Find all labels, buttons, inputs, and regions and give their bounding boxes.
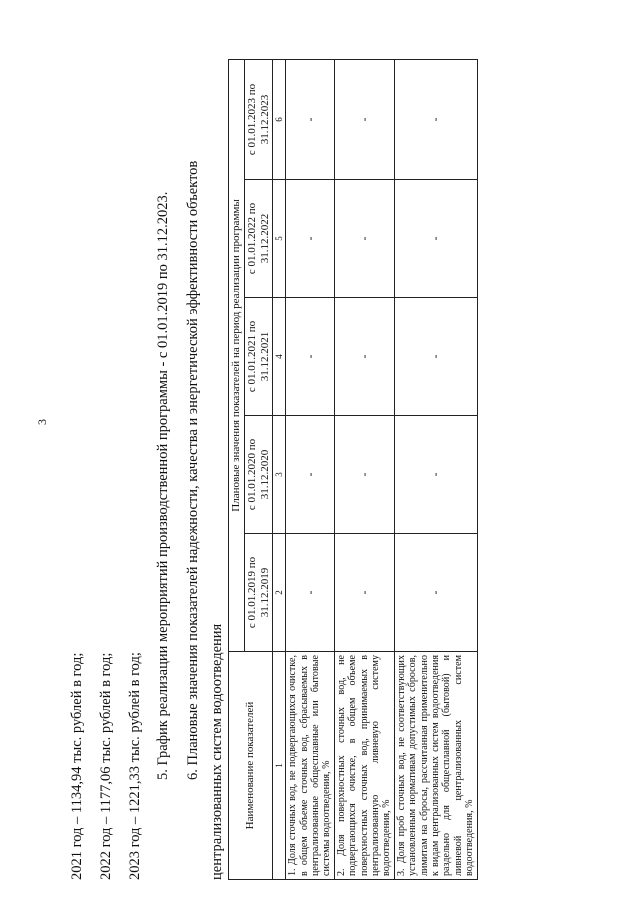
period-header: Плановые значения показателей на период реализации программы [229,59,245,651]
indicator-value: - [286,298,335,416]
indicators-table [228,59,478,880]
page-number: 3 [35,419,49,425]
indicator-value: - [286,59,335,179]
indicator-value: - [286,416,335,534]
column-number: 3 [273,416,286,534]
column-number: 6 [273,59,286,179]
period-2021: с 01.01.2021 по 31.12.2021 [245,298,273,416]
section-6-heading-line2: централизованных систем водоотведения [209,623,225,880]
table-row [286,59,335,879]
indicator-name: 1. Доля сточных вод, не подвергающихся очистке, в общем объеме сточных вод, сбрасываемых в централизованные общесплавные или бытовые системы водоотведения, % [286,652,335,880]
indicator-value: - [334,59,394,179]
column-number: 5 [273,180,286,298]
section-6-heading-line1: 6. Плановые значения показателей надежности, качества и энергетической эффективности объектов [185,160,201,780]
indicator-value: - [334,180,394,298]
indicator-value: - [334,298,394,416]
period-2020: с 01.01.2020 по 31.12.2020 [245,416,273,534]
indicator-name: 2. Доля поверхностных сточных вод, не подвергающихся очистке, в общем объеме поверхностных сточных вод, принимаемых в централизованную ливневую систему водоотведения, % [334,652,394,880]
indicator-name: 3. Доля проб сточных вод, не соответствующих установленным нормативам допустимых сбросов, лимитам на сбросы, рассчитанная применительно к видам централизованных систем водоотведения раздельно для общесплавной (бытовой) и ливневой централизованных систем водоотведения, % [394,652,477,880]
cost-2023-line: 2023 год – 1221,33 тыс. рублей в год; [127,652,143,880]
period-2022: с 01.01.2022 по 31.12.2022 [245,180,273,298]
rotated-content [60,60,476,880]
name-header: Наименование показателей [229,652,273,880]
indicator-value: - [394,298,477,416]
column-number: 4 [273,298,286,416]
column-number: 2 [273,534,286,652]
indicator-value: - [334,534,394,652]
period-2023: с 01.01.2023 по 31.12.2023 [245,59,273,179]
indicator-value: - [286,534,335,652]
table-row [334,59,394,879]
indicator-value: - [334,416,394,534]
cost-2021-line: 2021 год – 1134,94 тыс. рублей в год; [69,652,85,880]
indicator-value: - [394,59,477,179]
cost-2022-line: 2022 год – 1177,06 тыс. рублей в год; [98,652,114,880]
indicator-value: - [286,180,335,298]
column-number: 1 [273,652,286,880]
period-2019: с 01.01.2019 по 31.12.2019 [245,534,273,652]
indicator-value: - [394,534,477,652]
indicator-value: - [394,180,477,298]
table-row [394,59,477,879]
section-5-heading: 5. График реализации мероприятий производственной программы - с 01.01.2019 по 31.12.2023. [155,191,171,780]
indicator-value: - [394,416,477,534]
